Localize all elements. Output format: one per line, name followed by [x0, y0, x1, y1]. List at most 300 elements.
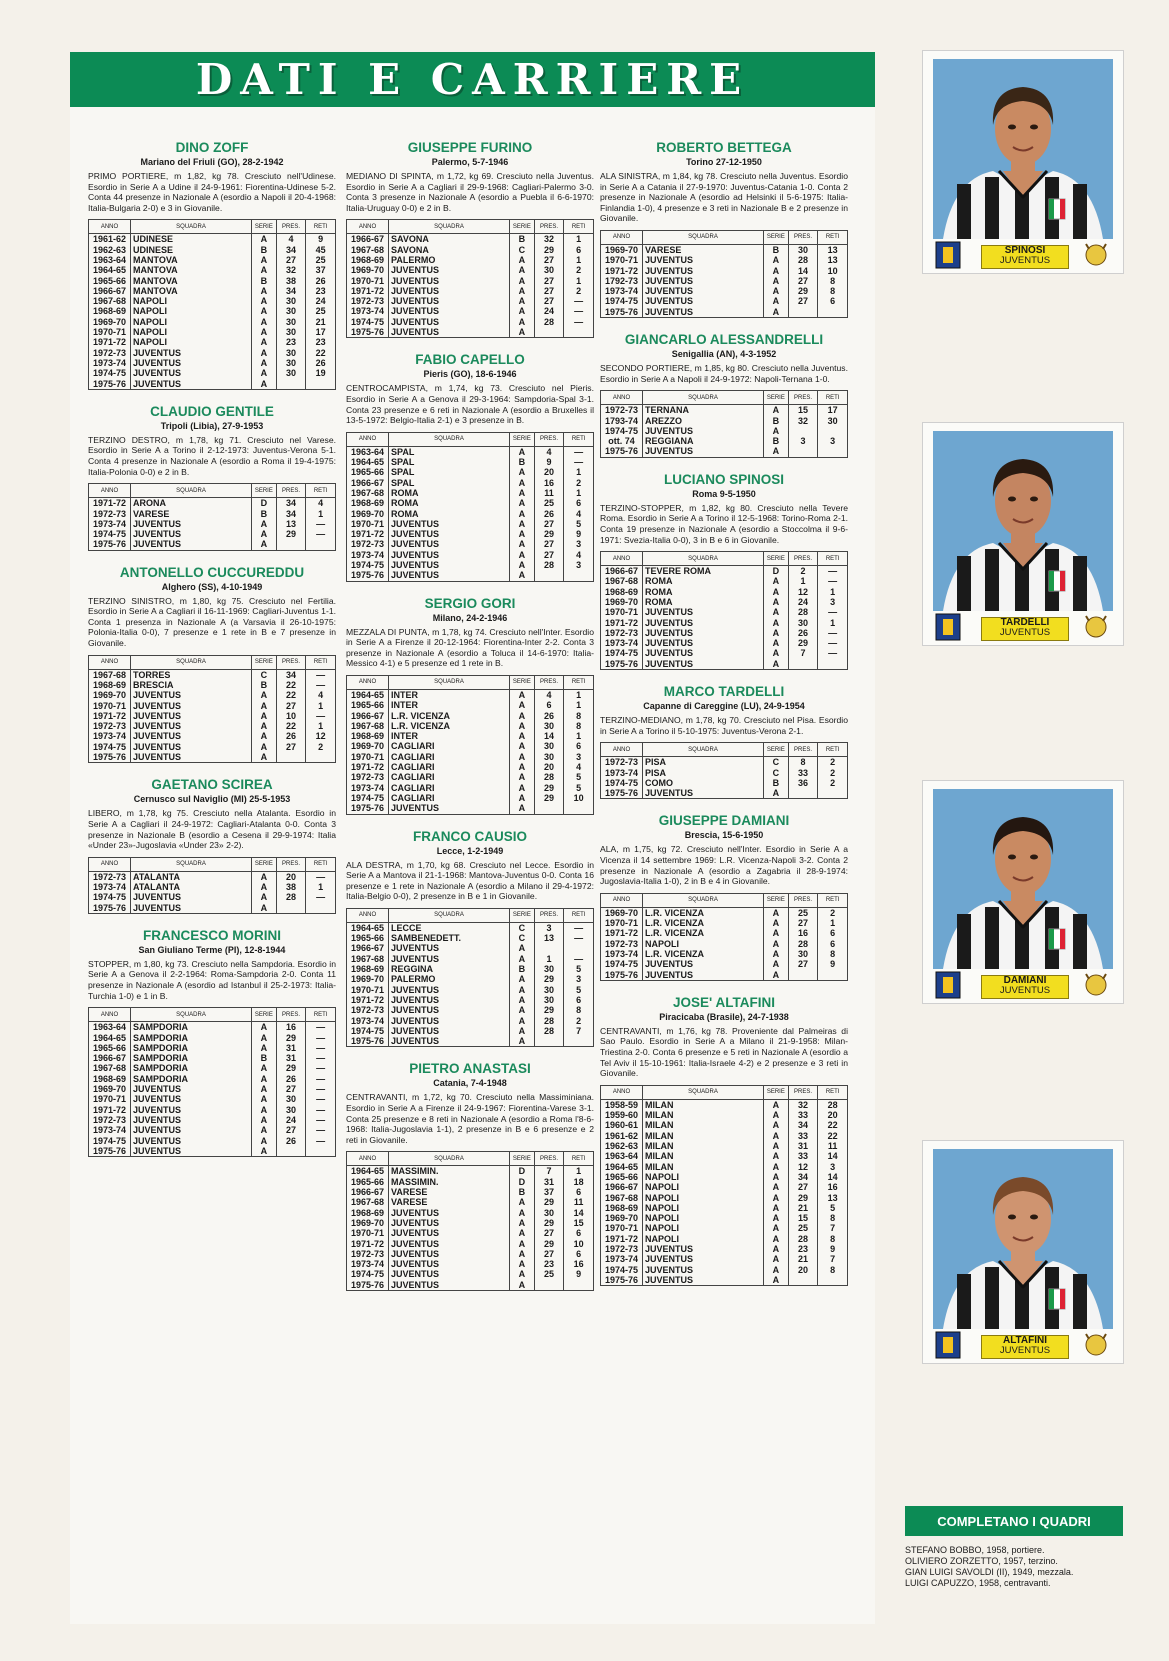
career-header-cell: SERIE — [764, 1085, 789, 1099]
career-cell: 30 — [276, 317, 306, 327]
player-entry — [346, 596, 594, 815]
career-cell — [818, 307, 848, 318]
table-row — [347, 306, 594, 316]
table-row — [347, 783, 594, 793]
career-header-cell: ANNO — [347, 432, 389, 446]
career-cell: A — [510, 772, 535, 782]
career-cell: SPAL — [388, 467, 509, 477]
player-bio: TERZINO SINISTRO, m 1,80, kg 75. Cresciuto nel Fertilia. Esordio in Serie A a Cagliari il 16-11-1969: Cagliari-Juventus 1-1. Conta 1 presenza in Nazionale A (a Varsavia il 26-10-1975: Polonia-Italia 0-0), 7 presenze e 1 rete in B e 7 presenze in Giovanile. — [88, 595, 336, 649]
career-cell: 1973-74 — [89, 731, 131, 741]
career-cell: A — [764, 918, 789, 928]
player-bio: STOPPER, m 1,80, kg 73. Cresciuto nella Sampdoria. Esordio in Serie A a Genova il 2-2-1964: Roma-Sampdoria 2-0. Conta 11 presenze in Nazionale A (esordio ad Istanbul il 25-2-1973: Italia-Turchia 1-0) e 1 in B. — [88, 958, 336, 1001]
table-row — [89, 742, 336, 752]
career-cell: MILAN — [642, 1141, 763, 1151]
table-row — [347, 550, 594, 560]
career-cell: 1974-75 — [347, 1026, 389, 1036]
table-row — [601, 416, 848, 426]
career-cell: A — [252, 1063, 277, 1073]
career-cell: 6 — [564, 498, 594, 508]
career-header-cell: ANNO — [89, 1008, 131, 1022]
career-cell: 15 — [788, 1213, 818, 1223]
career-cell: 3 — [788, 436, 818, 446]
career-cell: 7 — [564, 1026, 594, 1036]
table-row — [347, 296, 594, 306]
career-cell: 21 — [788, 1254, 818, 1264]
career-header-cell: ANNO — [347, 908, 389, 922]
career-cell — [818, 426, 848, 436]
career-header-cell: SQUADRA — [388, 220, 509, 234]
career-cell: — — [818, 628, 848, 638]
career-cell: 3 — [564, 974, 594, 984]
career-cell: 34 — [276, 498, 306, 509]
career-cell: A — [510, 1016, 535, 1026]
player-name: GAETANO SCIREA — [151, 777, 273, 793]
career-cell: COMO — [642, 778, 763, 788]
career-cell: A — [510, 985, 535, 995]
career-header-cell: PRES. — [534, 432, 564, 446]
table-row — [601, 757, 848, 768]
career-cell: 4 — [276, 234, 306, 245]
career-cell: 27 — [276, 255, 306, 265]
career-cell: A — [764, 255, 789, 265]
career-cell: 28 — [534, 1026, 564, 1036]
career-table — [600, 230, 848, 318]
career-cell: JUVENTUS — [388, 1228, 509, 1238]
career-cell: 1973-74 — [89, 358, 131, 368]
career-cell: 2 — [818, 757, 848, 768]
career-cell: — — [306, 1136, 336, 1146]
career-cell: ROMA — [642, 576, 763, 586]
career-cell: JUVENTUS — [388, 1269, 509, 1279]
career-cell: A — [510, 762, 535, 772]
table-row — [347, 933, 594, 943]
career-cell: JUVENTUS — [642, 266, 763, 276]
career-cell: 32 — [788, 1099, 818, 1110]
career-cell: 33 — [788, 1151, 818, 1161]
career-cell: 8 — [818, 1234, 848, 1244]
career-cell: 28 — [788, 255, 818, 265]
career-table — [600, 1085, 848, 1286]
table-row — [347, 1249, 594, 1259]
table-row — [89, 903, 336, 914]
career-cell: 28 — [788, 607, 818, 617]
career-header-cell: PRES. — [788, 893, 818, 907]
career-cell: — — [818, 566, 848, 577]
career-cell: A — [510, 943, 535, 953]
career-header-cell: PRES. — [276, 655, 306, 669]
career-cell: 23 — [306, 337, 336, 347]
table-row — [601, 1182, 848, 1192]
career-cell: — — [306, 529, 336, 539]
career-cell: 1972-73 — [347, 539, 389, 549]
career-header-cell: SERIE — [764, 552, 789, 566]
career-cell: A — [510, 752, 535, 762]
career-cell: JUVENTUS — [130, 358, 251, 368]
completano-title: COMPLETANO I QUADRI — [905, 1506, 1123, 1536]
career-cell: 32 — [788, 416, 818, 426]
career-cell: 34 — [276, 245, 306, 255]
career-cell: L.R. VICENZA — [388, 721, 509, 731]
career-cell: 1968-69 — [89, 1074, 131, 1084]
career-cell: MANTOVA — [130, 255, 251, 265]
career-cell: A — [510, 1249, 535, 1259]
career-cell: 2 — [818, 768, 848, 778]
career-header-cell: PRES. — [788, 391, 818, 405]
career-cell: 34 — [788, 1172, 818, 1182]
career-cell: 30 — [534, 1208, 564, 1218]
career-cell: 7 — [818, 1254, 848, 1264]
table-row — [601, 426, 848, 436]
career-cell: — — [306, 1022, 336, 1033]
career-cell: A — [252, 1136, 277, 1146]
player-entry — [600, 684, 848, 799]
career-cell: 1975-76 — [601, 970, 643, 981]
page-banner — [70, 52, 875, 107]
career-cell: 1971-72 — [601, 618, 643, 628]
career-cell: 1964-65 — [601, 1162, 643, 1172]
career-table — [600, 893, 848, 981]
career-cell: 26 — [276, 1136, 306, 1146]
table-row — [347, 509, 594, 519]
table-row — [347, 446, 594, 457]
table-row — [601, 1203, 848, 1213]
career-header-cell: SERIE — [764, 743, 789, 757]
career-header-cell: PRES. — [276, 484, 306, 498]
sticker-player-name: TARDELLI — [1000, 617, 1050, 628]
career-cell: — — [306, 1125, 336, 1135]
career-header-cell: SERIE — [252, 655, 277, 669]
career-cell: 31 — [276, 1053, 306, 1063]
career-cell: 1972-73 — [601, 405, 643, 416]
career-cell: — — [306, 1074, 336, 1084]
table-row — [89, 882, 336, 892]
career-cell: 1972-73 — [347, 772, 389, 782]
career-cell: 1974-75 — [89, 368, 131, 378]
career-cell: A — [510, 731, 535, 741]
career-cell: BRESCIA — [130, 680, 251, 690]
career-cell: JUVENTUS — [388, 954, 509, 964]
career-cell: 1 — [818, 918, 848, 928]
career-cell: A — [764, 648, 789, 658]
career-cell: NAPOLI — [642, 1223, 763, 1233]
sticker-name-label — [981, 1335, 1069, 1359]
career-cell: JUVENTUS — [388, 1239, 509, 1249]
career-cell: A — [510, 1239, 535, 1249]
torino-crest-icon — [935, 971, 961, 999]
table-row — [347, 488, 594, 498]
career-cell: 9 — [564, 1269, 594, 1279]
career-cell: — — [306, 1084, 336, 1094]
table-row — [347, 265, 594, 275]
career-cell: A — [252, 711, 277, 721]
career-cell: 16 — [276, 1022, 306, 1033]
career-header-cell: ANNO — [601, 552, 643, 566]
career-cell: 33 — [788, 1131, 818, 1141]
career-cell: B — [764, 244, 789, 255]
table-row — [89, 296, 336, 306]
table-row — [347, 1005, 594, 1015]
career-cell: B — [510, 1187, 535, 1197]
career-cell: 12 — [788, 587, 818, 597]
career-header — [89, 484, 336, 498]
career-cell: JUVENTUS — [388, 550, 509, 560]
career-cell: 29 — [534, 1197, 564, 1207]
career-cell: 1974-75 — [601, 1265, 643, 1275]
career-cell: 25 — [534, 498, 564, 508]
career-cell: 29 — [534, 783, 564, 793]
player-name: ROBERTO BETTEGA — [656, 140, 792, 155]
player-name: DINO ZOFF — [175, 140, 249, 155]
career-cell: A — [764, 1172, 789, 1182]
table-row — [601, 607, 848, 617]
sticker-card — [922, 780, 1124, 1004]
career-header-cell: SERIE — [510, 432, 535, 446]
career-cell: 28 — [534, 560, 564, 570]
table-row — [347, 954, 594, 964]
player-bio: CENTROCAMPISTA, m 1,74, kg 73. Cresciuto nel Pieris. Esordio in Serie A a Genova il 29-3-1964: Sampdoria-Spal 3-1. Conta 23 presenze e 6 reti in Nazionale A (esordio a Bruxelles il 13-5-1972: Belgio-Italia 2-1) e 3 presenze in B. — [346, 383, 594, 426]
career-header-cell: SERIE — [510, 1152, 535, 1166]
career-cell: 8 — [818, 276, 848, 286]
player-birthplace: San Giuliano Terme (PI), 12-8-1944 — [138, 944, 286, 955]
career-cell: 9 — [818, 1244, 848, 1254]
career-cell: 30 — [276, 348, 306, 358]
career-cell: 45 — [306, 245, 336, 255]
career-cell: 1964-65 — [347, 689, 389, 700]
table-row — [89, 286, 336, 296]
career-cell: 26 — [788, 628, 818, 638]
career-cell: 38 — [276, 276, 306, 286]
career-cell: VARESE — [130, 509, 251, 519]
career-cell: ROMA — [388, 488, 509, 498]
career-cell — [818, 1275, 848, 1286]
career-cell: 1967-68 — [89, 296, 131, 306]
career-cell: 4 — [564, 550, 594, 560]
career-cell: JUVENTUS — [130, 379, 251, 390]
player-bio: ALA, m 1,75, kg 72. Cresciuto nell'Inter. Esordio in Serie A a Vicenza il 14 settembre 1969: L.R. Vicenza-Napoli 3-2. Conta 2 presenze in Nazionale A (esordio a Zagabria il 28-9-1974: Jugoslavia-Italia 1-0), 2 in B e 4 in Giovanile. — [600, 844, 848, 887]
career-cell: 10 — [818, 266, 848, 276]
career-cell: 23 — [306, 286, 336, 296]
career-table — [600, 742, 848, 799]
career-cell: D — [764, 566, 789, 577]
career-cell: 1975-76 — [89, 539, 131, 550]
career-cell: 29 — [534, 1005, 564, 1015]
table-row — [347, 741, 594, 751]
career-cell: 6 — [564, 1228, 594, 1238]
career-cell: 13 — [534, 933, 564, 943]
career-cell: 22 — [276, 721, 306, 731]
career-cell: 1967-68 — [347, 488, 389, 498]
career-cell: 1963-64 — [89, 1022, 131, 1033]
table-row — [601, 1223, 848, 1233]
sticker-card — [922, 422, 1124, 646]
career-cell: A — [764, 1223, 789, 1233]
career-cell: JUVENTUS — [130, 711, 251, 721]
career-cell: 1 — [564, 488, 594, 498]
player-birthplace: Alghero (SS), 4-10-1949 — [161, 581, 263, 592]
career-cell: 24 — [306, 296, 336, 306]
career-cell: 6 — [564, 741, 594, 751]
career-cell: 1 — [306, 509, 336, 519]
career-cell: A — [510, 711, 535, 721]
career-cell: B — [764, 416, 789, 426]
career-cell: 1975-76 — [89, 752, 131, 763]
career-cell: 1968-69 — [347, 255, 389, 265]
table-row — [347, 700, 594, 710]
career-header-cell: RETI — [818, 893, 848, 907]
career-cell: — — [306, 871, 336, 882]
player-name: GIANCARLO ALESSANDRELLI — [624, 332, 824, 348]
career-cell: 13 — [818, 255, 848, 265]
career-cell: 28 — [788, 1234, 818, 1244]
career-cell: 2 — [564, 1016, 594, 1026]
career-cell: NAPOLI — [130, 296, 251, 306]
career-cell: JUVENTUS — [130, 892, 251, 902]
career-cell: — — [306, 1053, 336, 1063]
career-cell: 29 — [534, 529, 564, 539]
career-cell: 2 — [564, 265, 594, 275]
career-cell: D — [510, 1166, 535, 1177]
career-cell: — — [306, 1105, 336, 1115]
column-right — [600, 140, 848, 1300]
table-row — [89, 1084, 336, 1094]
career-cell: 22 — [276, 680, 306, 690]
career-cell: 8 — [818, 286, 848, 296]
career-cell: 37 — [534, 1187, 564, 1197]
career-cell: JUVENTUS — [388, 560, 509, 570]
career-cell: A — [252, 871, 277, 882]
career-cell: — — [306, 680, 336, 690]
column-left — [88, 140, 336, 1171]
table-row — [89, 731, 336, 741]
career-cell: 1966-67 — [347, 234, 389, 245]
career-cell: — — [818, 638, 848, 648]
career-cell: 1975-76 — [347, 803, 389, 814]
career-header-cell: ANNO — [601, 230, 643, 244]
career-cell: NAPOLI — [642, 1234, 763, 1244]
table-row — [89, 701, 336, 711]
career-cell: 1974-75 — [89, 742, 131, 752]
career-cell: 20 — [534, 467, 564, 477]
career-cell: A — [764, 426, 789, 436]
career-cell: 5 — [564, 519, 594, 529]
table-row — [347, 467, 594, 477]
career-cell: 3 — [818, 436, 848, 446]
career-cell: L.R. VICENZA — [642, 928, 763, 938]
career-cell: 28 — [276, 892, 306, 902]
career-header-cell: SERIE — [510, 675, 535, 689]
career-cell: A — [252, 327, 277, 337]
career-header-cell: RETI — [564, 1152, 594, 1166]
career-cell: C — [510, 933, 535, 943]
career-cell: A — [510, 509, 535, 519]
career-cell: 1971-72 — [89, 711, 131, 721]
career-table — [88, 655, 336, 764]
career-cell: JUVENTUS — [642, 959, 763, 969]
table-row — [347, 922, 594, 933]
career-cell: INTER — [388, 731, 509, 741]
player-bio: MEDIANO DI SPINTA, m 1,72, kg 69. Cresciuto nella Juventus. Esordio in Serie A a Cagliari il 29-9-1968: Cagliari-Palermo 3-0. Conta 3 presenze in Nazionale A (esordio a Puebla il 6-6-1970: Italia-Uruguay 0-0) e 2 in B. — [346, 171, 594, 213]
career-cell: A — [764, 276, 789, 286]
career-header-cell: SQUADRA — [130, 220, 251, 234]
career-header-cell: RETI — [306, 220, 336, 234]
career-cell: JUVENTUS — [388, 539, 509, 549]
career-header-cell: SQUADRA — [642, 893, 763, 907]
career-table — [88, 1007, 336, 1157]
career-header — [601, 893, 848, 907]
player-entry — [88, 404, 336, 551]
table-row — [347, 529, 594, 539]
player-birthplace: Pieris (GO), 18-6-1946 — [423, 369, 517, 380]
career-cell: SAMPDORIA — [130, 1043, 251, 1053]
table-row — [347, 286, 594, 296]
career-cell: A — [764, 587, 789, 597]
career-cell — [788, 307, 818, 318]
career-cell: 22 — [306, 348, 336, 358]
career-cell: A — [510, 276, 535, 286]
career-cell: — — [306, 711, 336, 721]
player-name: JOSE' ALTAFINI — [673, 994, 775, 1010]
player-bio: TERZINO DESTRO, m 1,78, kg 71. Cresciuto nel Varese. Esordio in Serie A a Torino il 2-12-1973: Juventus-Verona 5-1. Conta 4 presenze in Nazionale A (esordio a Roma il 19-4-1975: Italia-Polonia 0-0) e 2 in B. — [88, 434, 336, 477]
career-cell: A — [510, 689, 535, 700]
career-cell: C — [510, 245, 535, 255]
career-header — [89, 655, 336, 669]
sticker-name-label — [981, 245, 1069, 269]
table-row — [601, 1265, 848, 1275]
career-cell: JUVENTUS — [388, 529, 509, 539]
career-cell: A — [252, 296, 277, 306]
career-cell: CAGLIARI — [388, 741, 509, 751]
career-cell: PALERMO — [388, 974, 509, 984]
career-cell: MILAN — [642, 1131, 763, 1141]
table-row — [89, 368, 336, 378]
career-cell: JUVENTUS — [642, 296, 763, 306]
career-cell: 30 — [534, 995, 564, 1005]
player-entry — [600, 995, 848, 1286]
career-cell: A — [764, 939, 789, 949]
career-cell: — — [306, 1063, 336, 1073]
career-cell: 30 — [788, 244, 818, 255]
career-cell: 1971-72 — [347, 529, 389, 539]
sticker-team: JUVENTUS — [999, 627, 1051, 638]
career-cell: 23 — [534, 1259, 564, 1269]
career-cell: VARESE — [388, 1197, 509, 1207]
career-cell: 1 — [306, 701, 336, 711]
table-row — [601, 939, 848, 949]
career-cell: CAGLIARI — [388, 793, 509, 803]
career-cell: 1968-69 — [347, 964, 389, 974]
career-cell: UDINESE — [130, 245, 251, 255]
career-cell: 1968-69 — [601, 1203, 643, 1213]
career-cell: C — [764, 768, 789, 778]
table-row — [89, 711, 336, 721]
career-cell: 1963-64 — [89, 255, 131, 265]
table-row — [601, 1254, 848, 1264]
table-row — [89, 255, 336, 265]
sticker-team: JUVENTUS — [999, 1345, 1051, 1356]
career-cell: 3 — [564, 752, 594, 762]
career-cell: A — [252, 265, 277, 275]
table-row — [601, 970, 848, 981]
career-cell: — — [818, 648, 848, 658]
table-row — [347, 731, 594, 741]
career-cell — [306, 539, 336, 550]
career-header — [347, 432, 594, 446]
career-cell: 1975-76 — [601, 788, 643, 799]
career-cell: JUVENTUS — [388, 1259, 509, 1269]
career-cell: 18 — [564, 1177, 594, 1187]
career-cell: A — [764, 1275, 789, 1286]
career-cell: ARONA — [130, 498, 251, 509]
